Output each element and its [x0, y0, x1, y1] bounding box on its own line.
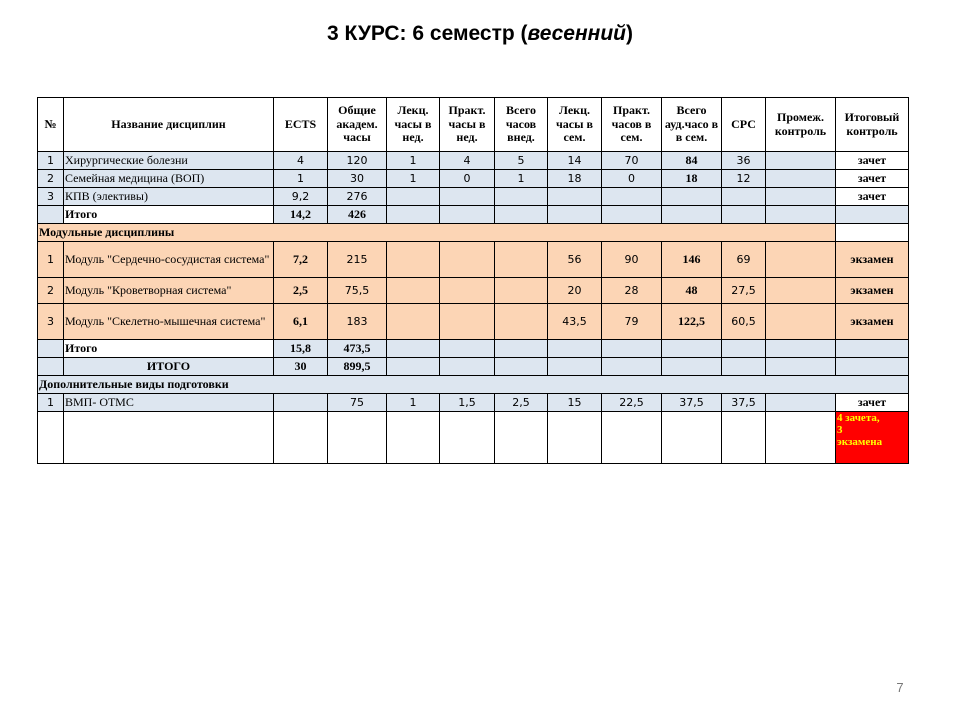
- section-header-row: [38, 224, 909, 242]
- col-header-ects: ECTS: [274, 98, 328, 152]
- col-header-number: №: [38, 98, 64, 152]
- page-number: 7: [896, 680, 904, 695]
- col-header-srs: СРС: [722, 98, 766, 152]
- section-modular-label: Модульные дисциплины: [38, 224, 836, 242]
- col-header-interim-control: Промеж. контроль: [766, 98, 836, 152]
- col-header-pract-sem: Практ. часов в сем.: [602, 98, 662, 152]
- col-header-lect-sem: Лекц. часы в сем.: [548, 98, 602, 152]
- col-header-aud-sem: Всего ауд.часо в в сем.: [662, 98, 722, 152]
- section-additional-label: Дополнительные виды подготовки: [38, 376, 909, 394]
- col-header-pract-week: Практ. часы в нед.: [440, 98, 495, 152]
- summary-row: [38, 412, 909, 464]
- subtotal-row: Итого 15,8 473,5: [38, 340, 909, 358]
- grand-total-row: ИТОГО 30 899,5: [38, 358, 909, 376]
- subtotal-row: Итого 14,2 426: [38, 206, 909, 224]
- page-title: 3 КУРС: 6 семестр (весенний): [326, 22, 634, 45]
- col-header-name: Название дисциплин: [64, 98, 274, 152]
- col-header-final-control: Итоговый контроль: [836, 98, 909, 152]
- table-row: 3 Модуль "Скелетно-мышечная система" 6,1 183 43,5 79 122,5 60,5 экзамен: [38, 304, 909, 340]
- col-header-total-hours: Общие академ. часы: [328, 98, 387, 152]
- table-row: 1 ВМП- ОТМС 75 1 1,5 2,5 15 22,5 37,5 37,5 зачет: [38, 394, 909, 412]
- section-header-row: [38, 376, 909, 394]
- table-row: 1 Модуль "Сердечно-сосудистая система" 7,2 215 56 90 146 69 экзамен: [38, 242, 909, 278]
- table-row: 2 Семейная медицина (ВОП) 1 30 1 0 1 18 0 18 12 зачет: [38, 170, 909, 188]
- table-row: 2 Модуль "Кроветворная система" 2,5 75,5 20 28 48 27,5 экзамен: [38, 278, 909, 304]
- col-header-all-week: Всего часов внед.: [495, 98, 548, 152]
- table-row: 1 Хирургические болезни 4 120 1 4 5 14 70 84 36 зачет: [38, 152, 909, 170]
- header-row: [38, 98, 909, 152]
- curriculum-table: [37, 97, 909, 464]
- summary-cell: 4 зачета, 3 экзамена: [836, 412, 909, 464]
- col-header-lect-week: Лекц. часы в нед.: [387, 98, 440, 152]
- table-row: 3 КПВ (элективы) 9,2 276 зачет: [38, 188, 909, 206]
